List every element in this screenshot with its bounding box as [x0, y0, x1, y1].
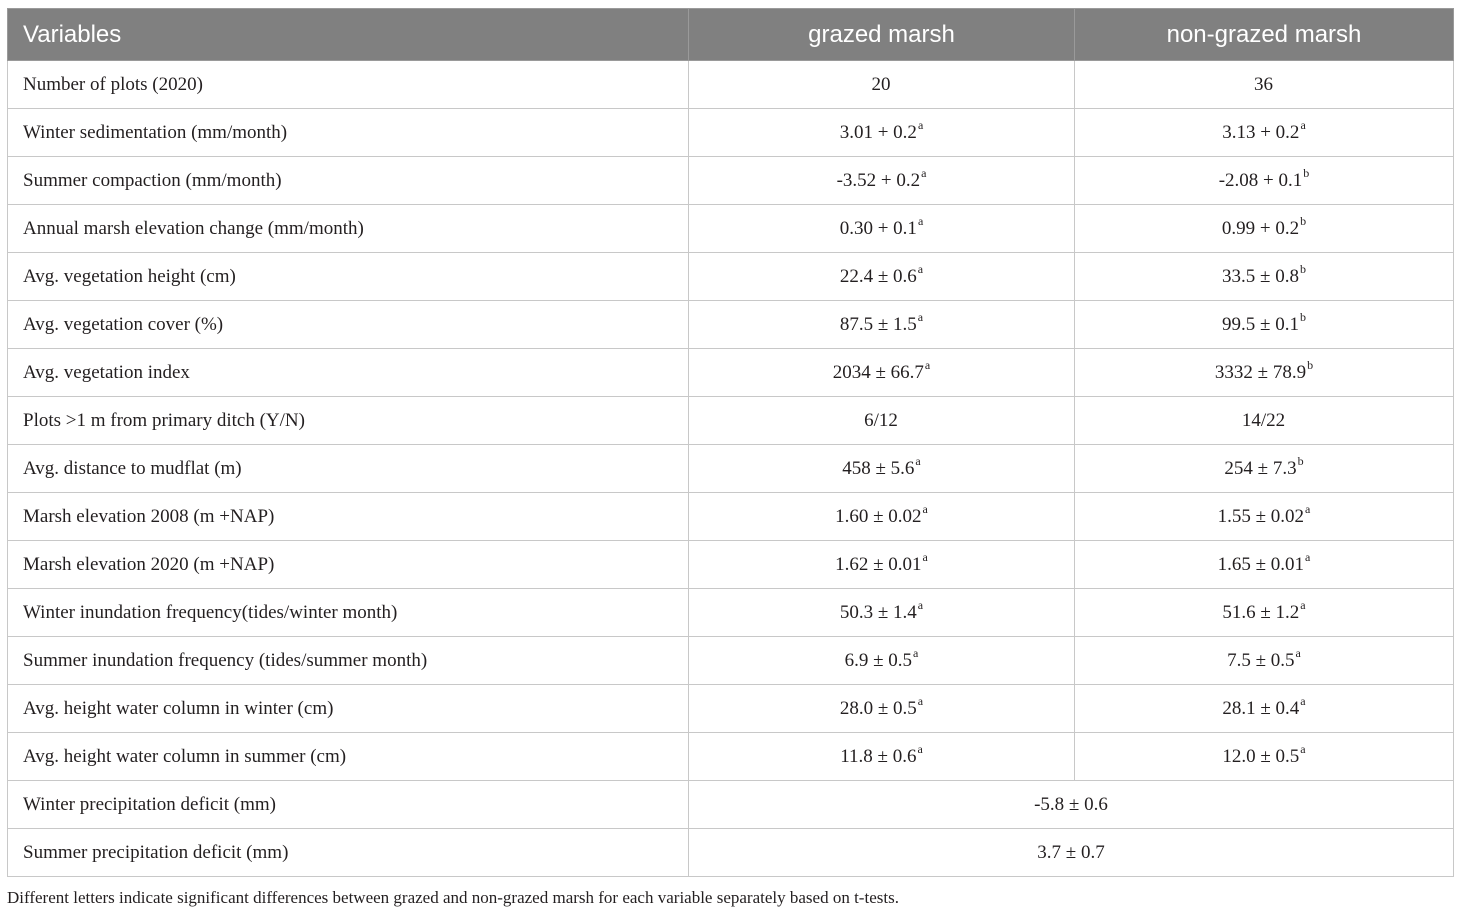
significance-letter: a: [917, 213, 924, 228]
significance-letter: b: [1297, 453, 1304, 468]
cell-value: 2034 ± 66.7: [832, 361, 924, 383]
significance-letter: a: [917, 309, 924, 324]
row-label: Marsh elevation 2008 (m +NAP): [8, 493, 689, 541]
table-row: [8, 829, 1454, 877]
non-grazed-value-cell: [1075, 733, 1454, 781]
cell-value: 22.4 ± 0.6: [839, 265, 917, 287]
significance-letter: a: [917, 693, 924, 708]
significance-letter: a: [917, 261, 924, 276]
significance-letter: b: [1307, 357, 1314, 372]
cell-value: 99.5 ± 0.1: [1222, 313, 1299, 335]
grazed-value-cell: [689, 685, 1075, 733]
cell-value: 33.5 ± 0.8: [1222, 265, 1299, 287]
table-row: [8, 781, 1454, 829]
cell-value: 3.13 + 0.2: [1222, 121, 1300, 143]
cell-value: 50.3 ± 1.4: [839, 601, 917, 623]
cell-value: 28.1 ± 0.4: [1222, 697, 1300, 719]
cell-value: 14/22: [1241, 409, 1286, 431]
row-label: Winter precipitation deficit (mm): [8, 781, 689, 829]
table-row: [8, 349, 1454, 397]
row-label: Winter sedimentation (mm/month): [8, 109, 689, 157]
significance-letter: a: [921, 165, 927, 180]
cell-value: 458 ± 5.6: [842, 457, 915, 479]
table-row: [8, 205, 1454, 253]
cell-value: 28.0 ± 0.5: [839, 697, 917, 719]
cell-value: 7.5 ± 0.5: [1227, 649, 1295, 671]
cell-value: 0.30 + 0.1: [839, 217, 917, 239]
cell-value: 3.01 + 0.2: [839, 121, 917, 143]
cell-value: 1.60 ± 0.02: [835, 505, 922, 527]
cell-value: 51.6 ± 1.2: [1222, 601, 1300, 623]
cell-value: 3332 ± 78.9: [1214, 361, 1307, 383]
significance-letter: b: [1299, 261, 1306, 276]
significance-letter: a: [922, 501, 928, 516]
non-grazed-value-cell: [1075, 157, 1454, 205]
significance-letter: a: [917, 597, 924, 612]
grazed-value-cell: [689, 637, 1075, 685]
significance-letter: a: [913, 645, 919, 660]
row-label: Marsh elevation 2020 (m +NAP): [8, 541, 689, 589]
non-grazed-value-cell: [1075, 205, 1454, 253]
merged-value-cell: -5.8 ± 0.6: [689, 781, 1454, 829]
cell-value: 87.5 ± 1.5: [839, 313, 917, 335]
non-grazed-value-cell: [1075, 253, 1454, 301]
significance-letter: a: [922, 549, 928, 564]
cell-value: 11.8 ± 0.6: [840, 745, 917, 767]
row-label: Avg. vegetation cover (%): [8, 301, 689, 349]
row-label: Avg. height water column in winter (cm): [8, 685, 689, 733]
data-table-container: [7, 8, 1453, 877]
grazed-value-cell: [689, 253, 1075, 301]
non-grazed-value-cell: [1075, 301, 1454, 349]
header-variables: Variables: [8, 9, 689, 61]
grazed-value-cell: [689, 301, 1075, 349]
non-grazed-value-cell: [1075, 109, 1454, 157]
row-label: Plots >1 m from primary ditch (Y/N): [8, 397, 689, 445]
grazed-value-cell: [689, 61, 1075, 109]
non-grazed-value-cell: [1075, 541, 1454, 589]
significance-letter: a: [1300, 741, 1306, 756]
grazed-value-cell: [689, 349, 1075, 397]
cell-value: 1.62 ± 0.01: [835, 553, 922, 575]
significance-letter: a: [1300, 597, 1306, 612]
header-non-grazed-marsh: non-grazed marsh: [1075, 9, 1454, 61]
row-label: Number of plots (2020): [8, 61, 689, 109]
cell-value: 1.65 ± 0.01: [1217, 553, 1305, 575]
significance-letter: a: [917, 117, 924, 132]
non-grazed-value-cell: [1075, 61, 1454, 109]
significance-letter: b: [1299, 309, 1306, 324]
row-label: Annual marsh elevation change (mm/month): [8, 205, 689, 253]
non-grazed-value-cell: [1075, 637, 1454, 685]
table-row: [8, 541, 1454, 589]
grazed-value-cell: [689, 541, 1075, 589]
table-row: [8, 253, 1454, 301]
table-row: [8, 445, 1454, 493]
table-body: [8, 61, 1454, 877]
table-row: [8, 397, 1454, 445]
grazed-value-cell: [689, 733, 1075, 781]
row-label: Avg. vegetation height (cm): [8, 253, 689, 301]
significance-letter: a: [915, 453, 921, 468]
significance-letter: b: [1300, 213, 1307, 228]
cell-value: 0.99 + 0.2: [1221, 217, 1300, 239]
table-row: [8, 637, 1454, 685]
header-grazed-marsh: grazed marsh: [689, 9, 1075, 61]
row-label: Avg. height water column in summer (cm): [8, 733, 689, 781]
significance-letter: a: [917, 741, 923, 756]
significance-letter: a: [1305, 501, 1311, 516]
significance-letter: a: [1300, 693, 1306, 708]
table-footnote: Different letters indicate significant differences between grazed and non-grazed marsh for each variable separately based on t-tests.: [7, 888, 899, 907]
cell-value: 6.9 ± 0.5: [844, 649, 913, 671]
row-label: Avg. distance to mudflat (m): [8, 445, 689, 493]
table-row: [8, 109, 1454, 157]
non-grazed-value-cell: [1075, 349, 1454, 397]
cell-value: 1.55 ± 0.02: [1217, 505, 1305, 527]
table-row: [8, 157, 1454, 205]
cell-value: 254 ± 7.3: [1224, 457, 1297, 479]
grazed-value-cell: [689, 397, 1075, 445]
significance-letter: a: [1295, 645, 1301, 660]
row-label: Summer precipitation deficit (mm): [8, 829, 689, 877]
cell-value: 36: [1254, 73, 1273, 95]
merged-value-cell: 3.7 ± 0.7: [689, 829, 1454, 877]
row-label: Summer compaction (mm/month): [8, 157, 689, 205]
table-row: [8, 61, 1454, 109]
table-row: [8, 733, 1454, 781]
significance-letter: a: [924, 357, 931, 372]
grazed-value-cell: [689, 205, 1075, 253]
table-header-row: [8, 9, 1454, 61]
row-label: Avg. vegetation index: [8, 349, 689, 397]
cell-value: -2.08 + 0.1: [1218, 169, 1303, 191]
non-grazed-value-cell: [1075, 493, 1454, 541]
table-row: [8, 301, 1454, 349]
table-row: [8, 589, 1454, 637]
grazed-value-cell: [689, 109, 1075, 157]
grazed-value-cell: [689, 157, 1075, 205]
cell-value: 20: [871, 73, 891, 95]
marsh-variables-table: [7, 8, 1454, 877]
cell-value: 12.0 ± 0.5: [1222, 745, 1300, 767]
significance-letter: a: [1300, 117, 1306, 132]
non-grazed-value-cell: [1075, 685, 1454, 733]
table-row: [8, 493, 1454, 541]
row-label: Winter inundation frequency(tides/winter month): [8, 589, 689, 637]
non-grazed-value-cell: [1075, 445, 1454, 493]
significance-letter: b: [1303, 165, 1310, 180]
significance-letter: a: [1305, 549, 1311, 564]
non-grazed-value-cell: [1075, 589, 1454, 637]
row-label: Summer inundation frequency (tides/summer month): [8, 637, 689, 685]
grazed-value-cell: [689, 589, 1075, 637]
grazed-value-cell: [689, 493, 1075, 541]
cell-value: 6/12: [864, 409, 898, 431]
non-grazed-value-cell: [1075, 397, 1454, 445]
cell-value: -3.52 + 0.2: [836, 169, 921, 191]
table-row: [8, 685, 1454, 733]
grazed-value-cell: [689, 445, 1075, 493]
